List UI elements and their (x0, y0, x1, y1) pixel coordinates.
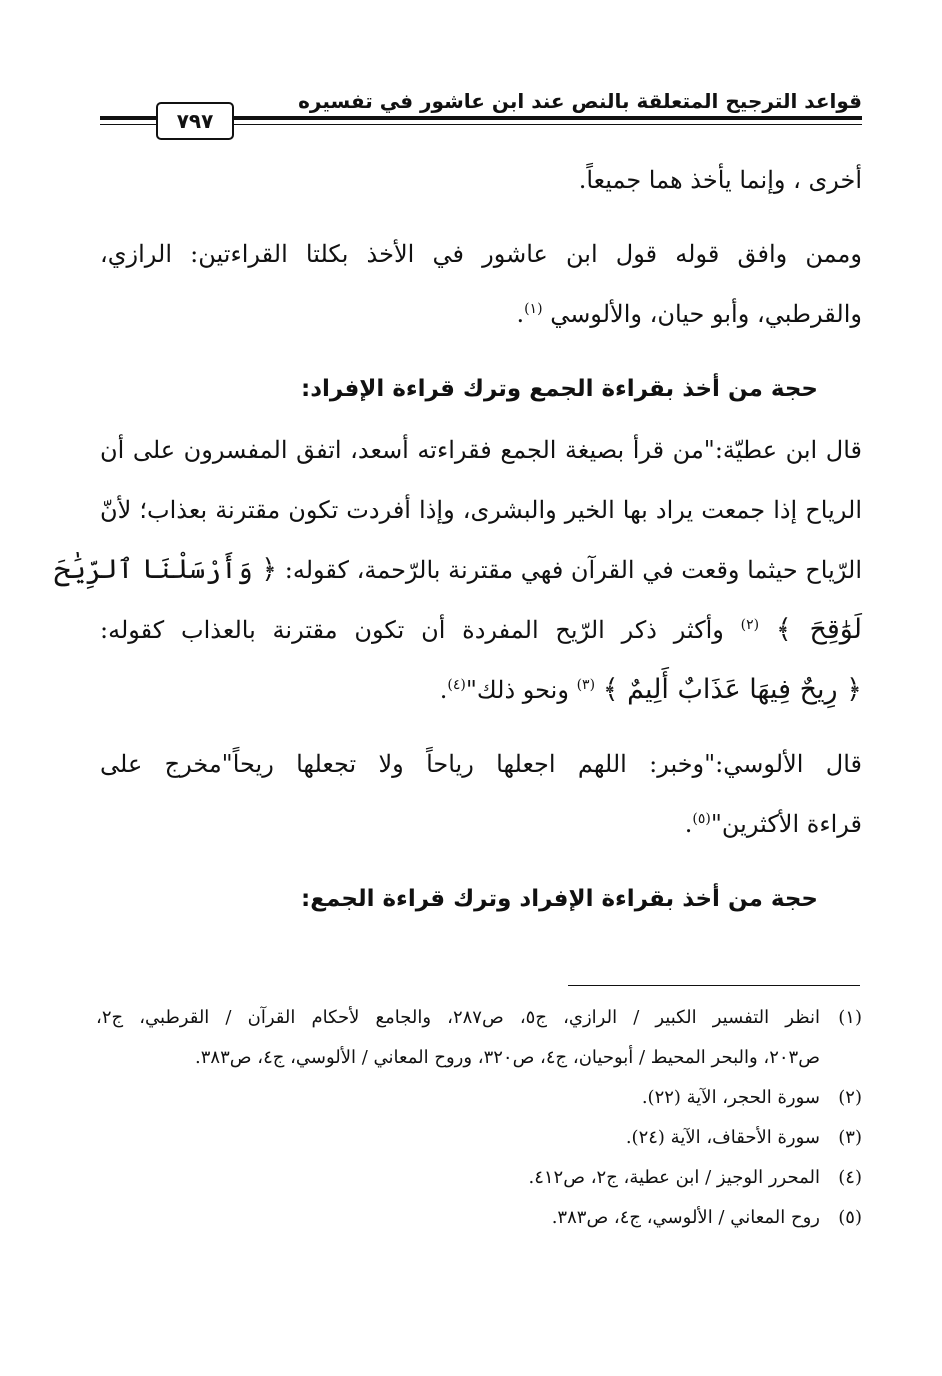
paragraph-text: قراءة الأكثرين" (710, 810, 862, 838)
footnote-number: (٣) (838, 1127, 862, 1148)
footnote-ref-2: (٢) (740, 617, 760, 633)
footnote-text: المحرر الوجيز / ابن عطية، ج٢، ص٤١٢. (528, 1167, 820, 1188)
footnote-number: (٥) (838, 1207, 862, 1228)
footnote-line: ص٢٠٣، والبحر المحيط / أبوحيان، ج٤، ص٣٢٠، وروح المعاني / الألوسي، ج٤، ص٣٨٣. (195, 1047, 820, 1068)
paragraph-line (100, 794, 862, 854)
quran-verse: ﴿ رِيحٌ فِيهَا عَذَابٌ أَلِيمٌ ﴾ (602, 674, 862, 705)
footnote-ref-1: (١) (524, 301, 543, 317)
page-header (100, 86, 862, 138)
footnote-text: انظر التفسير الكبير / الرازي، ج٥، ص٢٨٧، والجامع لأحكام القرآن / القرطبي، ج٢، (96, 1007, 820, 1028)
paragraph-line: قال الألوسي:"وخبر: اللهم اجعلها رياحاً ولا تجعلها ريحاً"مخرج على (100, 750, 862, 778)
paragraph-text: وأكثر ذكر الرّيح المفردة أن تكون مقترنة بالعذاب كقوله: (100, 616, 724, 644)
footnote-ref-3: (٣) (576, 677, 596, 693)
paragraph-line (100, 660, 862, 720)
footnote-ref-4: (٤) (447, 677, 466, 693)
section-heading: حجة من أخذ بقراءة الجمع وترك قراءة الإفراد: (301, 376, 818, 402)
paragraph-line (100, 600, 862, 660)
page-number: ٧٩٧ (156, 102, 234, 140)
paragraph-line: الرياح إذا جمعت يراد بها الخير والبشرى، وإذا أفردت تكون مقترنة بعذاب؛ لأنّ (100, 496, 862, 524)
footnote-text: روح المعاني / الألوسي، ج٤، ص٣٨٣. (551, 1207, 820, 1228)
footnote-line (96, 1158, 862, 1198)
running-title: قواعد الترجيح المتعلقة بالنص عند ابن عاشور في تفسيره (298, 89, 862, 113)
paragraph-line: وممن وافق قوله قول ابن عاشور في الأخذ بكلتا القراءتين: الرازي، (100, 240, 862, 268)
period: . (684, 810, 693, 838)
paragraph-line: قال ابن عطيّة:"من قرأ بصيغة الجمع فقراءته أسعد، اتفق المفسرون على أن (100, 436, 862, 464)
footnote-line (96, 998, 862, 1038)
footnote-line (96, 1198, 862, 1238)
footnote-number: (٢) (838, 1087, 862, 1108)
footnote-line (96, 1078, 862, 1118)
paragraph-line (54, 540, 862, 600)
period: . (516, 300, 525, 328)
quran-verse: ﴿ وَأَرْسَلْنَا ٱلرِّيَٰحَ (54, 554, 278, 585)
footnote-text: سورة الحجر، الآية (٢٢). (641, 1087, 820, 1108)
paragraph-line: أخرى ، وإنما يأخذ هما جميعاً. (578, 166, 862, 194)
paragraph-text: ونحو ذلك" (465, 676, 569, 704)
paragraph-text: الرّياح حيثما وقعت في القرآن فهي مقترنة بالرّحمة، كقوله: (284, 556, 862, 584)
footnote-text: سورة الأحقاف، الآية (٢٤). (625, 1127, 820, 1148)
paragraph-line (100, 284, 862, 344)
footnote-separator (568, 985, 860, 986)
period: . (439, 676, 448, 704)
footnotes (96, 998, 862, 1238)
quran-verse: لَوَٰقِحَ ﴾ (775, 614, 862, 645)
paragraph-text: والقرطبي، وأبو حيان، والألوسي (550, 300, 862, 328)
footnote-line (96, 1118, 862, 1158)
section-heading: حجة من أخذ بقراءة الإفراد وترك قراءة الجمع: (301, 886, 818, 912)
footnote-number: (٤) (838, 1167, 862, 1188)
footnote-number: (١) (838, 1007, 862, 1028)
footnote-ref-5: (٥) (692, 811, 711, 827)
main-text (54, 150, 862, 930)
